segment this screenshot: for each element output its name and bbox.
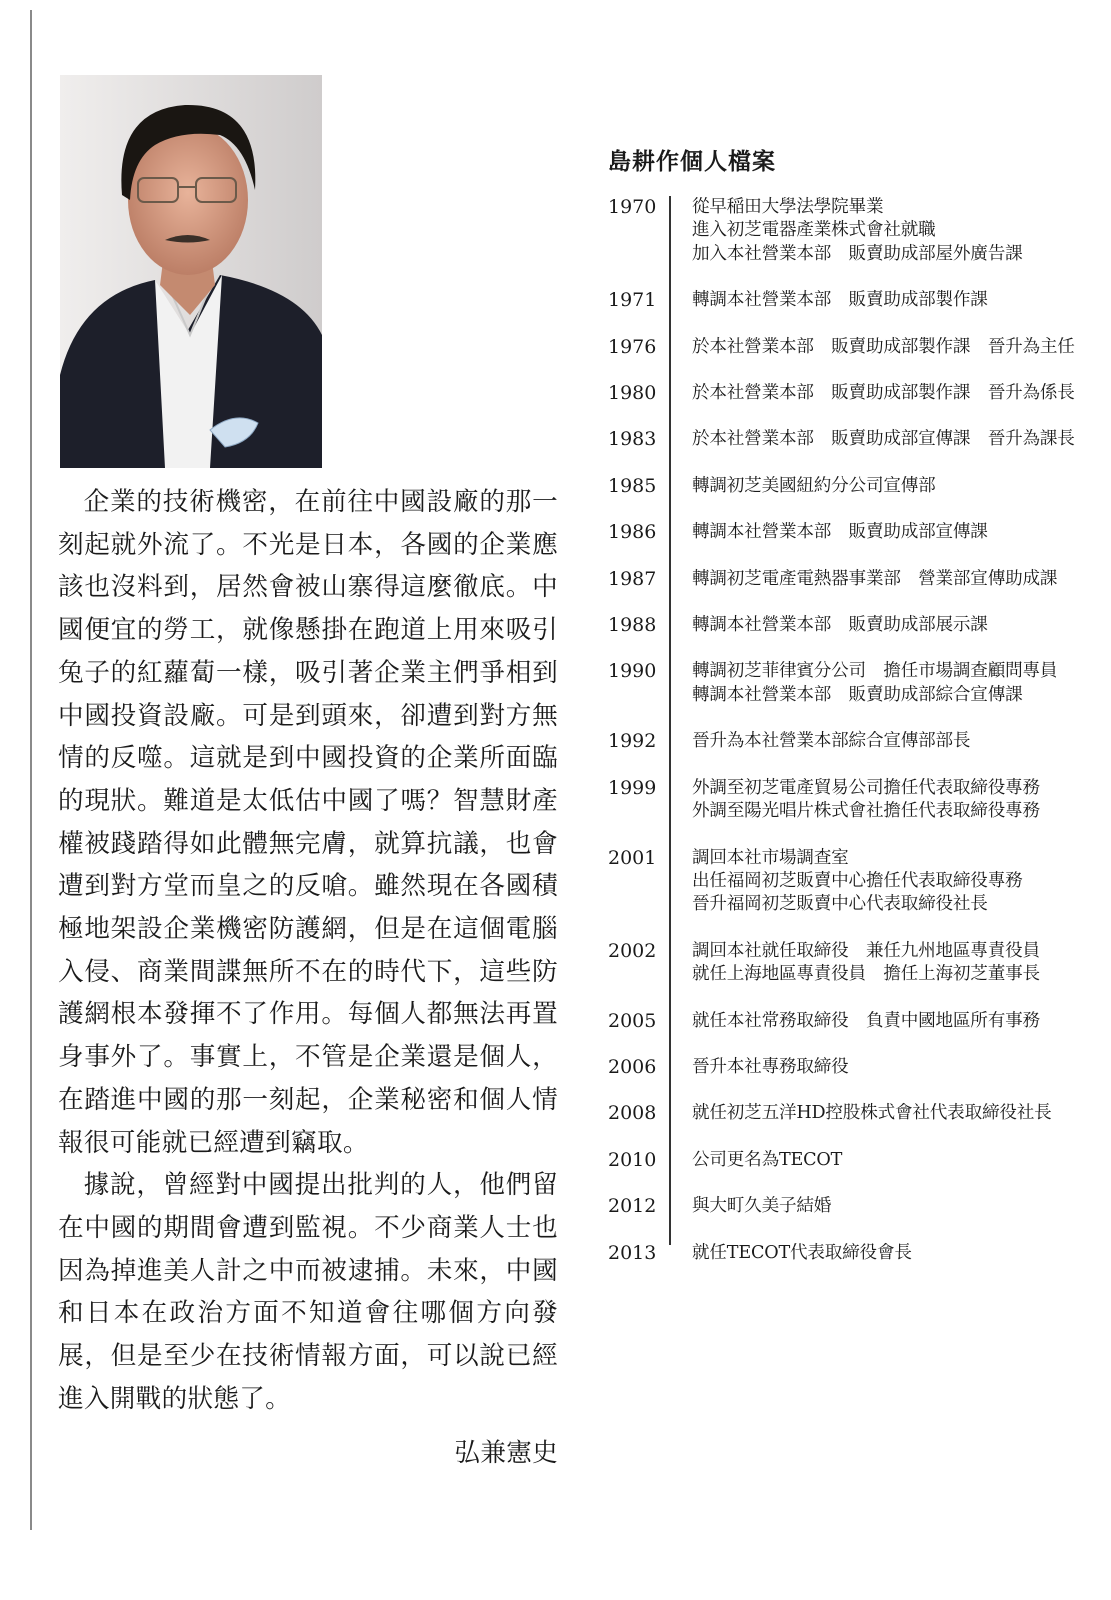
timeline-event-line: 外調至陽光唱片株式會社擔任代表取締役專務 [692,801,1040,822]
timeline-events [678,336,1098,359]
timeline-event-line: 就任TECOT代表取締役會長 [692,1242,912,1263]
profile-panel [608,143,1098,1288]
timeline-year: 2013 [608,1241,657,1264]
timeline-year: 2001 [608,846,657,869]
timeline-events [678,1242,1098,1265]
timeline-entry [608,475,1098,498]
essay-column [58,481,558,1475]
essay-paragraph-1: 企業的技術機密，在前往中國設廠的那一刻起就外流了。不光是日本，各國的企業應該也沒料到，居然會被山寨得這麼徹底。中國便宜的勞工，就像懸掛在跑道上用來吸引兔子的紅蘿蔔一樣，吸引著企業主們爭相到中國投資設廠。可是到頭來，卻遭到對方無情的反噬。這就是到中國投資的企業所面臨的現狀。難道是太低估中國了嗎？智慧財產權被踐踏得如此體無完膚，就算抗議，也會遭到對方堂而皇之的反嗆。雖然現在各國積極地架設企業機密防護網，但是在這個電腦入侵、商業間諜無所不在的時代下，這些防護網根本發揮不了作用。每個人都無法再置身事外了。事實上，不管是企業還是個人，在踏進中國的那一刻起，企業秘密和個人情報很可能就已經遭到竊取。 [58,487,558,1158]
timeline-year: 2006 [608,1055,657,1078]
timeline-event-line: 於本社營業本部 販賣助成部製作課 晉升為係長 [692,383,1075,404]
timeline-events [678,289,1098,312]
essay-paragraph-2: 據說，曾經對中國提出批判的人，他們留在中國的期間會遭到監視。不少商業人士也因為掉進美人計之中而被逮捕。未來，中國和日本在政治方面不知道會往哪個方向發展，但是至少在技術情報方面，可以說已經進入開戰的狀態了。 [58,1170,558,1414]
timeline-entry [608,521,1098,544]
timeline-events [678,847,1098,917]
timeline-event-line: 進入初芝電器產業株式會社就職 [692,220,936,241]
timeline-events [678,475,1098,498]
timeline-events [678,940,1098,987]
timeline-event-line: 晉升本社專務取締役 [692,1056,849,1077]
author-portrait-photo [60,75,322,468]
timeline-year: 1986 [608,521,657,544]
profile-title: 島耕作個人檔案 [608,149,776,175]
timeline-entry [608,1056,1098,1079]
timeline-events [678,1056,1098,1079]
timeline-year: 2005 [608,1009,657,1032]
timeline-entry [608,428,1098,451]
timeline-event-line: 於本社營業本部 販賣助成部宣傳課 晉升為課長 [692,429,1075,450]
timeline-events [678,660,1098,707]
timeline-year: 1970 [608,196,657,218]
timeline-entry [608,730,1098,753]
timeline-entry [608,614,1098,637]
timeline-events [678,196,1098,266]
timeline-events [678,568,1098,591]
timeline-year: 2010 [608,1148,657,1171]
timeline-event-line: 調回本社就任取締役 兼任九州地區專責役員 [692,940,1040,961]
timeline-entry [608,660,1098,707]
timeline-entry [608,1010,1098,1033]
timeline-event-line: 就任上海地區專責役員 擔任上海初芝董事長 [692,964,1040,985]
timeline-entry [608,568,1098,591]
timeline-entry [608,847,1098,917]
timeline-events [678,1195,1098,1218]
timeline-entry [608,1195,1098,1218]
timeline-entry [608,1149,1098,1172]
timeline-event-line: 轉調初芝美國紐約分公司宣傳部 [692,475,936,496]
timeline-event-line: 晉升為本社營業本部綜合宣傳部部長 [692,731,971,752]
timeline-divider [669,196,671,1245]
timeline-event-line: 轉調本社營業本部 販賣助成部製作課 [692,290,988,311]
timeline-event-line: 加入本社營業本部 販賣助成部屋外廣告課 [692,243,1023,264]
timeline-event-line: 公司更名為TECOT [692,1149,843,1170]
timeline-entry [608,382,1098,405]
timeline-event-line: 轉調本社營業本部 販賣助成部綜合宣傳課 [692,684,1023,705]
timeline-year: 1980 [608,382,657,405]
profile-timeline [608,196,1098,1265]
timeline-events [678,1102,1098,1125]
page-margin-rule [30,10,32,1530]
timeline-year: 1976 [608,335,657,358]
timeline-entry [608,1102,1098,1125]
timeline-entry [608,1242,1098,1265]
timeline-events [678,1149,1098,1172]
timeline-year: 2008 [608,1102,657,1125]
timeline-event-line: 從早稲田大學法學院畢業 [692,197,884,217]
timeline-entry [608,336,1098,359]
timeline-event-line: 於本社營業本部 販賣助成部製作課 晉升為主任 [692,336,1075,357]
timeline-events [678,614,1098,637]
timeline-events [678,1010,1098,1033]
timeline-event-line: 調回本社市場調查室 [692,847,849,868]
timeline-events [678,777,1098,824]
timeline-event-line: 就任初芝五洋HD控股株式會社代表取締役社長 [692,1103,1052,1124]
timeline-year: 1971 [608,289,657,312]
timeline-year: 1999 [608,776,657,799]
timeline-event-line: 轉調初芝電產電熱器事業部 營業部宣傳助成課 [692,568,1058,589]
timeline-year: 1992 [608,730,657,753]
timeline-events [678,428,1098,451]
timeline-year: 2012 [608,1195,657,1218]
timeline-event-line: 出任福岡初芝販賣中心擔任代表取締役專務 [692,870,1023,891]
timeline-events [678,382,1098,405]
essay-author: 弘兼憲史 [454,1438,558,1469]
timeline-event-line: 晉升福岡初芝販賣中心代表取締役社長 [692,894,988,915]
timeline-year: 1990 [608,660,657,683]
timeline-year: 2002 [608,939,657,962]
timeline-events [678,521,1098,544]
timeline-year: 1985 [608,474,657,497]
timeline-year: 1987 [608,567,657,590]
timeline-event-line: 與大町久美子結婚 [692,1196,832,1217]
timeline-event-line: 轉調本社營業本部 販賣助成部宣傳課 [692,522,988,543]
timeline-entry [608,196,1098,266]
timeline-entry [608,777,1098,824]
timeline-year: 1983 [608,428,657,451]
timeline-events [678,730,1098,753]
timeline-event-line: 轉調本社營業本部 販賣助成部展示課 [692,615,988,636]
timeline-event-line: 就任本社常務取締役 負責中國地區所有事務 [692,1010,1040,1031]
timeline-entry [608,940,1098,987]
timeline-entry [608,289,1098,312]
timeline-event-line: 外調至初芝電產貿易公司擔任代表取締役專務 [692,777,1040,798]
timeline-event-line: 轉調初芝菲律賓分公司 擔任市場調查顧問專員 [692,661,1058,682]
timeline-year: 1988 [608,614,657,637]
